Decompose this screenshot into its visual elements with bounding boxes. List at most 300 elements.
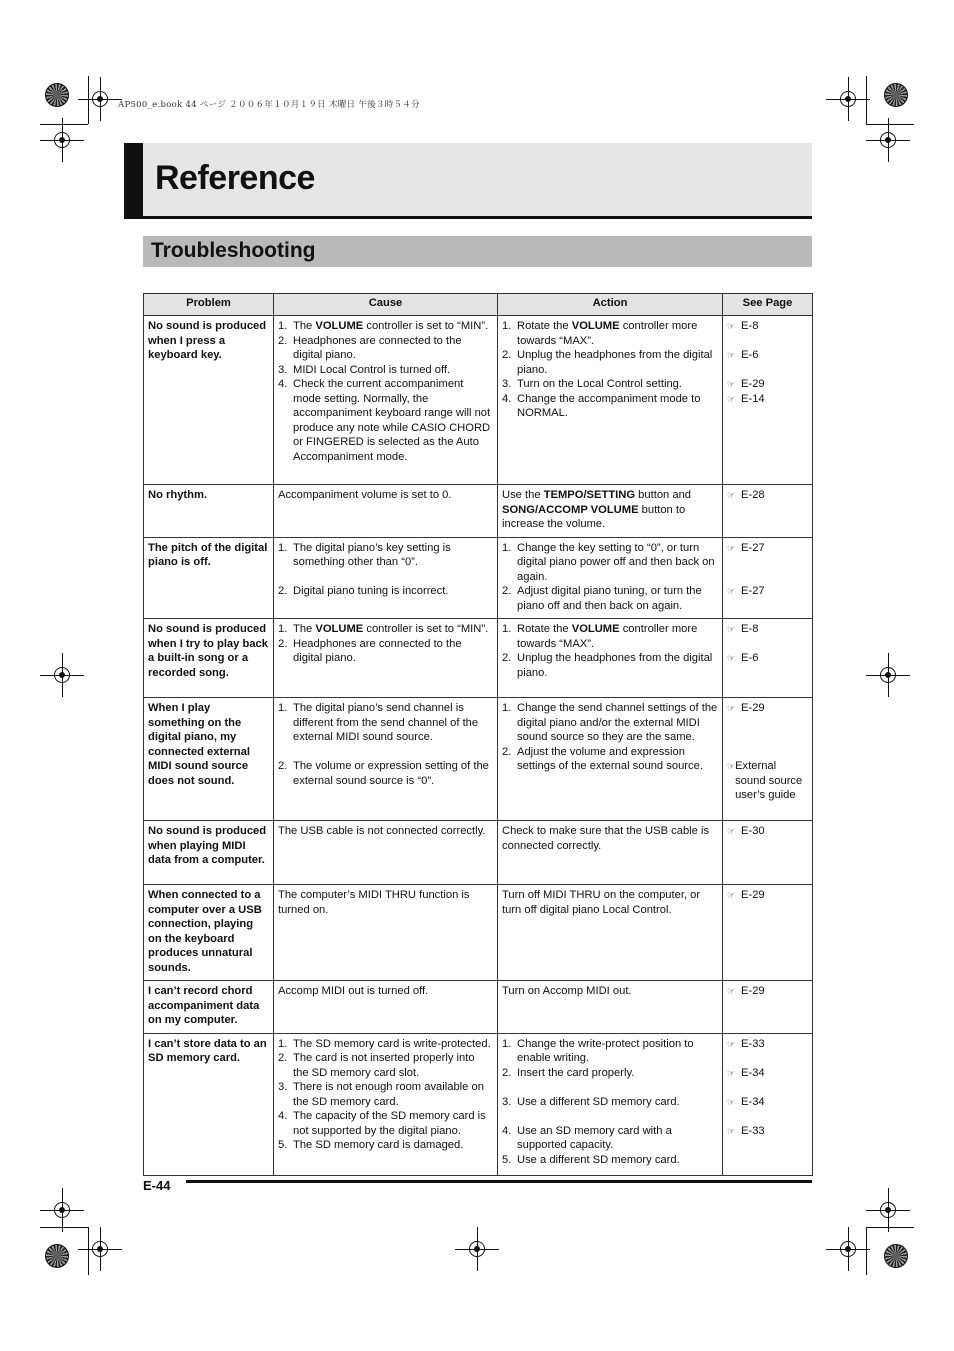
action-list [502,319,718,421]
problem-cell: I can’t record chord accompaniment data on my computer. [144,981,274,1034]
table-row [144,1033,813,1175]
color-target-icon [45,1244,69,1268]
action-number: 2. [502,1066,512,1079]
see-page-cell [723,537,813,619]
cause-text [293,334,493,363]
cause-text [293,319,493,334]
page-reference-text: E-29 [741,889,765,901]
pointing-hand-icon: ☞ [727,653,736,663]
registration-mark-icon [878,665,898,685]
page-number: E-44 [143,1178,171,1193]
cause-number [278,745,293,760]
cause-item [278,745,493,760]
pointing-hand-icon: ☞ [727,890,736,900]
pointing-hand-icon: ☞ [727,761,736,771]
column-header-cause: Cause [274,294,498,316]
cause-item [278,584,493,599]
action-text-part: button to increase the volume. [502,503,686,530]
page-reference [727,651,808,666]
section-heading-bar [143,236,812,267]
action-number: 2. [502,745,512,758]
pointing-hand-icon: ☞ [727,703,736,713]
cause-number: 2. [278,637,288,650]
page-reference-text: E-34 [741,1066,765,1079]
crop-mark [40,124,88,125]
action-number: 4. [502,392,512,405]
problem-cell: No sound is produced when playing MIDI data from a computer. [144,821,274,885]
action-text-part: controller more towards “MAX”. [517,623,698,650]
page-reference [727,584,808,599]
chapter-title-block [124,143,812,219]
cause-item [278,1109,493,1138]
column-header-see-page: See Page [723,294,813,316]
cause-text-part: Digital piano tuning is incorrect. [293,585,449,597]
cause-item [278,1037,493,1052]
action-item [502,1080,718,1095]
page-reference-text: E-34 [741,1095,765,1108]
cause-text [293,1051,493,1080]
cause-item [278,319,493,334]
cause-text-part: The capacity of the SD memory card is not supported by the digital piano. [293,1110,486,1137]
action-number: 5. [502,1153,512,1166]
cause-text-part: The SD memory card is damaged. [293,1139,464,1151]
registration-mark-icon [52,1200,72,1220]
table-row [144,981,813,1034]
see-page-cell [723,485,813,538]
pointing-hand-icon: ☞ [727,986,736,996]
column-header-problem: Problem [144,294,274,316]
action-text [517,701,718,745]
cause-text-part: MIDI Local Control is turned off. [293,363,451,376]
pointing-hand-icon: ☞ [727,1038,736,1049]
action-text [517,651,718,680]
see-page-cell [723,885,813,981]
pointing-hand-icon: ☞ [727,350,736,360]
pointing-hand-icon: ☞ [727,1096,736,1107]
action-text [517,319,718,348]
book-header-note: AP500_e.book 44 ページ ２００６年１０月１９日 木曜日 午後３時５４分 [118,100,420,110]
cause-number: 2. [278,760,288,772]
action-text-part: Turn on Accomp MIDI out. [502,985,632,997]
action-number: 1. [502,1037,512,1050]
registration-mark-icon [90,1239,110,1259]
problem-cell: When I play something on the digital piano, my connected external MIDI sound source does not sound. [144,698,274,821]
cause-number: 2. [278,334,288,347]
footer-rule [186,1180,812,1183]
action-cell [498,1033,723,1175]
cause-item [278,701,493,745]
action-item [502,622,718,651]
see-page-cell [723,698,813,821]
pointing-hand-icon: ☞ [727,1067,736,1078]
action-text-part: Use the [502,489,544,501]
action-number: 2. [502,652,512,664]
cause-item [278,541,493,570]
action-text [517,1080,718,1095]
action-text [517,1153,718,1168]
cause-cell [274,1033,498,1175]
cause-list [278,541,493,599]
action-text [517,622,718,651]
cause-text [293,541,493,570]
page-reference [727,984,808,999]
cause-item [278,622,493,637]
action-number [502,1109,517,1124]
problem-cell: No sound is produced when I try to play back a built-in song or a recorded song. [144,619,274,698]
cause-item [278,759,493,788]
action-item [502,584,718,613]
action-item [502,319,718,348]
crop-mark [866,76,867,124]
cause-number: 1. [278,1037,288,1050]
action-number: 3. [502,1095,512,1108]
registration-mark-icon [52,665,72,685]
cause-number: 1. [278,320,288,332]
action-item [502,701,718,745]
color-target-icon [884,1244,908,1268]
page-reference [727,334,808,349]
cause-cell: The computer’s MIDI THRU function is turned on. [274,885,498,981]
page-reference [727,1066,808,1081]
cause-cell: The USB cable is not connected correctly. [274,821,498,885]
cause-list [278,622,493,666]
column-header-action: Action [498,294,723,316]
action-text-part: Change the write-protect position to enable writing. [517,1037,694,1064]
page-reference [727,759,808,803]
page-reference-text: E-33 [741,1037,765,1050]
cause-cell [274,537,498,619]
action-number: 2. [502,585,512,597]
action-text [517,1037,718,1066]
action-text-part: Unplug the headphones from the digital piano. [517,349,713,376]
color-target-icon [884,83,908,107]
action-text [517,584,718,613]
page-reference [727,488,808,503]
troubleshooting-table [143,293,813,1176]
action-text [517,1095,718,1110]
action-text-part: Turn on the Local Control setting. [517,378,683,390]
table-row [144,537,813,619]
table-row [144,885,813,981]
page-reference [727,363,808,378]
action-text [517,1109,718,1124]
registration-mark-icon [838,89,858,109]
page-reference-text: E-8 [741,320,759,332]
see-page-cell [723,1033,813,1175]
crop-mark [866,124,914,125]
page-reference [727,730,808,745]
see-page-cell [723,619,813,698]
action-item [502,348,718,377]
pointing-hand-icon: ☞ [727,826,736,836]
cause-cell [274,619,498,698]
action-item [502,1095,718,1110]
action-cell [498,885,723,981]
cause-text-part: controller is set to “MIN”. [363,320,489,332]
cause-text-part: The card is not inserted properly into the SD memory card slot. [293,1052,475,1079]
cause-text-part: There is not enough room available on the SD memory card. [293,1081,484,1108]
page-reference [727,701,808,716]
action-cell [498,316,723,485]
registration-mark-icon [90,89,110,109]
page-reference-text: External sound source user’s guide [735,760,803,801]
action-item [502,651,718,680]
problem-cell: When connected to a computer over a USB connection, playing on the keyboard produces unnatural sounds. [144,885,274,981]
page-reference [727,888,808,903]
page-reference [727,716,808,731]
page-reference-text: E-14 [741,392,765,405]
action-text [517,541,718,585]
action-item [502,1037,718,1066]
page-reference [727,1109,808,1124]
page-reference [727,1051,808,1066]
cause-number: 4. [278,378,288,390]
section-heading: Troubleshooting [151,239,316,262]
action-item [502,392,718,421]
action-text-part: Unplug the headphones from the digital piano. [517,652,713,679]
action-cell [498,619,723,698]
page-reference [727,392,808,407]
page-reference-text: E-27 [741,541,765,554]
cause-item [278,1080,493,1109]
page-reference [727,570,808,585]
page-reference [727,377,808,392]
action-list [502,1037,718,1168]
action-text-part: Use a different SD memory card. [517,1095,680,1108]
crop-mark [40,1227,88,1228]
action-list [502,622,718,680]
action-text [517,1124,718,1153]
table-row [144,821,813,885]
action-number: 1. [502,702,512,714]
cause-text-part: Headphones are connected to the digital piano. [293,637,462,664]
pointing-hand-icon: ☞ [727,490,736,500]
pointing-hand-icon: ☞ [727,379,736,389]
cause-text [293,570,493,585]
action-cell [498,698,723,821]
table-header-row [144,294,813,316]
crop-mark [866,1227,867,1275]
pointing-hand-icon: ☞ [727,321,736,331]
cause-text [293,584,493,599]
table-row [144,485,813,538]
cause-item [278,377,493,464]
cause-number: 3. [278,363,288,376]
cause-number: 1. [278,623,288,635]
action-text-part: Use a different SD memory card. [517,1153,680,1166]
see-page-cell [723,981,813,1034]
page-reference [727,555,808,570]
color-target-icon [45,83,69,107]
pointing-hand-icon: ☞ [727,1125,736,1136]
action-text-bold: TEMPO/SETTING [543,489,636,501]
action-number: 2. [502,349,512,361]
action-cell [498,821,723,885]
action-text-part: Change the accompaniment mode to NORMAL. [517,392,701,419]
page-reference [727,541,808,556]
page-reference [727,1124,808,1139]
crop-mark [88,1227,89,1275]
cause-text [293,363,493,378]
action-item [502,377,718,392]
cause-cell [274,698,498,821]
action-text-part: Rotate the [517,623,572,635]
action-text [517,377,718,392]
page-reference [727,824,808,839]
page-reference-text: E-33 [741,1124,765,1137]
action-number: 1. [502,541,512,554]
chapter-title: Reference [155,159,315,197]
cause-item [278,334,493,363]
action-text [517,348,718,377]
cause-list [278,319,493,464]
cause-item [278,570,493,585]
table-row [144,619,813,698]
action-text [517,745,718,774]
crop-mark [88,76,89,124]
see-page-cell [723,821,813,885]
action-number: 1. [502,623,512,635]
action-number: 1. [502,320,512,332]
cause-number: 3. [278,1081,288,1093]
action-text [517,392,718,421]
action-text-part: Adjust the volume and expression settings of the external sound source. [517,745,703,772]
cause-text-part: The [293,623,316,635]
cause-number: 2. [278,1052,288,1064]
action-item [502,1109,718,1124]
page-reference [727,1095,808,1110]
title-accent-bar [124,143,143,216]
page-reference [727,1037,808,1052]
cause-cell: Accomp MIDI out is turned off. [274,981,498,1034]
registration-mark-icon [52,130,72,150]
page-reference-text: E-30 [741,825,765,837]
page-reference-text: E-6 [741,652,759,664]
pointing-hand-icon: ☞ [727,393,736,404]
problem-cell: I can’t store data to an SD memory card. [144,1033,274,1175]
action-text-bold: VOLUME [571,623,620,635]
cause-number: 2. [278,585,288,597]
action-cell [498,981,723,1034]
registration-mark-icon [467,1239,487,1259]
page-reference [727,622,808,637]
action-text [517,1066,718,1081]
page-reference [727,319,808,334]
action-list [502,541,718,614]
cause-text [293,377,493,464]
cause-number: 5. [278,1139,288,1151]
cause-text [293,745,493,760]
pointing-hand-icon: ☞ [727,624,736,634]
cause-text-part: The digital piano’s key setting is something other than “0”. [293,541,451,568]
page-reference-text: E-8 [741,623,759,635]
registration-mark-icon [878,130,898,150]
action-text-part: Insert the card properly. [517,1066,635,1079]
action-item [502,1124,718,1153]
action-cell [498,485,723,538]
cause-text [293,637,493,666]
table-body [144,316,813,1176]
page-reference-text: E-28 [741,489,765,501]
cause-item [278,1138,493,1153]
cause-text-part: controller is set to “MIN”. [363,623,489,635]
cause-list [278,701,493,788]
page-reference [727,1080,808,1095]
action-list [502,701,718,774]
page-reference [727,348,808,363]
cause-text-part: Check the current accompaniment mode setting. Normally, the accompaniment keyboard range will not produce any note while CASIO CHORD or FINGERED is selected as the Auto Accompaniment mode. [293,378,491,463]
action-number: 4. [502,1124,512,1137]
page-reference [727,637,808,652]
cause-text-bold: VOLUME [315,623,364,635]
action-text-part: Change the send channel settings of the digital piano and/or the external MIDI sound source so they are the same. [517,702,718,743]
action-text-part: controller more towards “MAX”. [517,320,698,347]
cause-text-part: The digital piano’s send channel is different from the send channel of the external MIDI sound source. [293,702,479,743]
action-number: 3. [502,378,512,390]
action-item [502,745,718,774]
page-reference-text: E-29 [741,702,765,714]
action-text-part: Use an SD memory card with a supported capacity. [517,1124,672,1151]
cause-item [278,637,493,666]
pointing-hand-icon: ☞ [727,586,736,596]
action-item [502,1066,718,1081]
cause-text [293,1080,493,1109]
action-text-bold: VOLUME [571,320,620,332]
cause-number: 1. [278,702,288,714]
cause-text-part: The SD memory card is write-protected. [293,1037,491,1050]
cause-item [278,1051,493,1080]
crop-mark [866,1227,914,1228]
see-page-cell [723,316,813,485]
action-text-part: Turn off MIDI THRU on the computer, or turn off digital piano Local Control. [502,889,701,916]
action-text-part: Change the key setting to “0”, or turn digital piano power off and then back on again. [517,541,715,583]
problem-cell: No sound is produced when I press a keyboard key. [144,316,274,485]
cause-list [278,1037,493,1153]
cause-text-bold: VOLUME [315,320,364,332]
cause-number: 1. [278,541,288,554]
page-reference-text: E-27 [741,585,765,597]
action-item [502,541,718,585]
cause-text [293,622,493,637]
registration-mark-icon [878,1200,898,1220]
cause-number: 4. [278,1110,288,1122]
page-reference-text: E-29 [741,985,765,997]
cause-text-part: The volume or expression setting of the external sound source is “0”. [293,760,489,787]
action-text-part: Rotate the [517,320,572,332]
problem-cell: The pitch of the digital piano is off. [144,537,274,619]
cause-cell: Accompaniment volume is set to 0. [274,485,498,538]
cause-text [293,701,493,745]
page-reference-text: E-6 [741,349,759,361]
registration-mark-icon [838,1239,858,1259]
action-text-part: Check to make sure that the USB cable is connected correctly. [502,825,710,852]
action-text-bold: SONG/ACCOMP VOLUME [502,503,639,516]
cause-text-part: Headphones are connected to the digital piano. [293,334,462,361]
table-row [144,698,813,821]
action-cell [498,537,723,619]
cause-cell [274,316,498,485]
action-item [502,1153,718,1168]
cause-item [278,363,493,378]
page-reference-text: E-29 [741,378,765,390]
action-text-part: button and [635,489,692,501]
cause-text [293,1109,493,1138]
table-row [144,316,813,485]
cause-text [293,1138,493,1153]
cause-text-part: The [293,320,316,332]
cause-text [293,759,493,788]
action-number [502,1080,517,1095]
